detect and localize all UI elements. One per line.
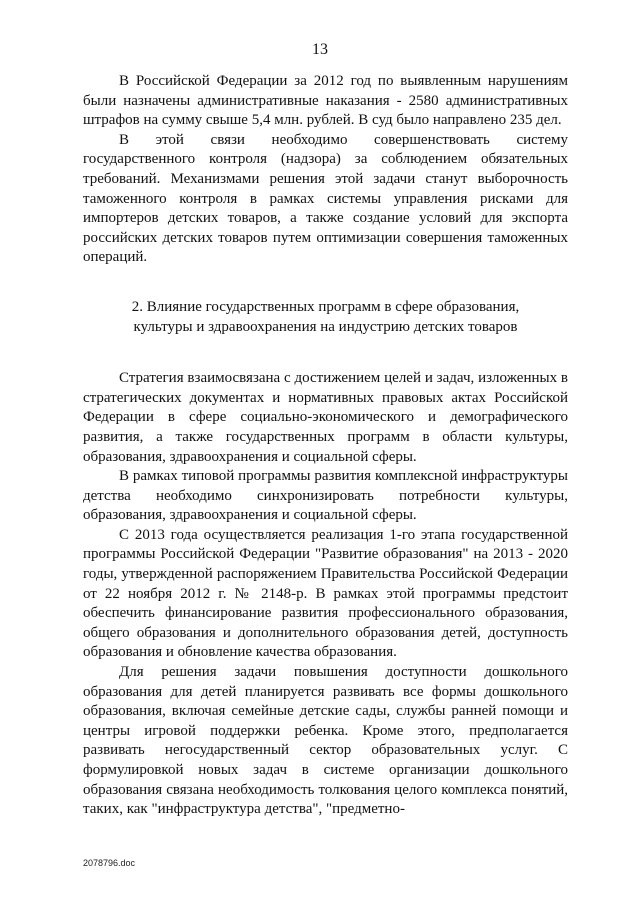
- section-heading-line-1: 2. Влияние государственных программ в сфере образования,: [131, 298, 520, 315]
- paragraph-infrastructure: В рамках типовой программы развития комплексной инфраструктуры детства необходимо синхронизировать потребности культуры, образования, здравоохранения и социальной сферы.: [83, 468, 568, 524]
- section-heading: [83, 298, 568, 337]
- paragraph-state-control: В этой связи необходимо совершенствовать систему государственного контроля (надзора) за соблюдением обязательных требований. Механизмами решения этой задачи станут выборочность таможенного контроля в рамках системы управления рисками для импортеров детских товаров, а также создание условий для экспорта российских детских товаров путем оптимизации совершения таможенных операций.: [83, 131, 568, 266]
- footer-filename: 2078796.doc: [83, 858, 136, 868]
- paragraph-penalties: В Российской Федерации за 2012 год по выявленным нарушениям были назначены административные наказания - 2580 административных штрафов на сумму свыше 5,4 млн. рублей. В суд было направлено 235 дел.: [83, 73, 568, 129]
- section-heading-line-2: культуры и здравоохранения на индустрию детских товаров: [133, 318, 518, 335]
- paragraph-strategy: Стратегия взаимосвязана с достижением целей и задач, изложенных в стратегических документах и нормативных правовых актах Российской Федерации в сфере социально-экономического и демографического развития, а также государственных программ в области культуры, образования, здравоохранения и социальной сферы.: [83, 370, 568, 465]
- page-number: 13: [312, 41, 328, 58]
- paragraph-education-program: С 2013 года осуществляется реализация 1-го этапа государственной программы Российской Федерации "Развитие образования" на 2013 - 2020 годы, утвержденной распоряжением Правительства Российской Федерации от 22 ноября 2012 г. № 2148-р. В рамках этой программы предстоит обеспечить финансирование развития профессионального образования, общего образования и дополнительного образования детей, доступность образования и обновление качества образования.: [83, 526, 568, 661]
- document-body: [83, 72, 568, 820]
- paragraph-preschool: Для решения задачи повышения доступности дошкольного образования для детей планируется развивать все формы дошкольного образования, включая семейные детские сады, службы ранней помощи и центры игровой поддержки ребенка. Кроме этого, предполагается развивать негосударственный сектор образовательных услуг. С формулировкой новых задач в системе организации дошкольного образования связана необходимость толкования целого комплекса понятий, таких, как "инфраструктура детства", "предметно-: [83, 664, 568, 818]
